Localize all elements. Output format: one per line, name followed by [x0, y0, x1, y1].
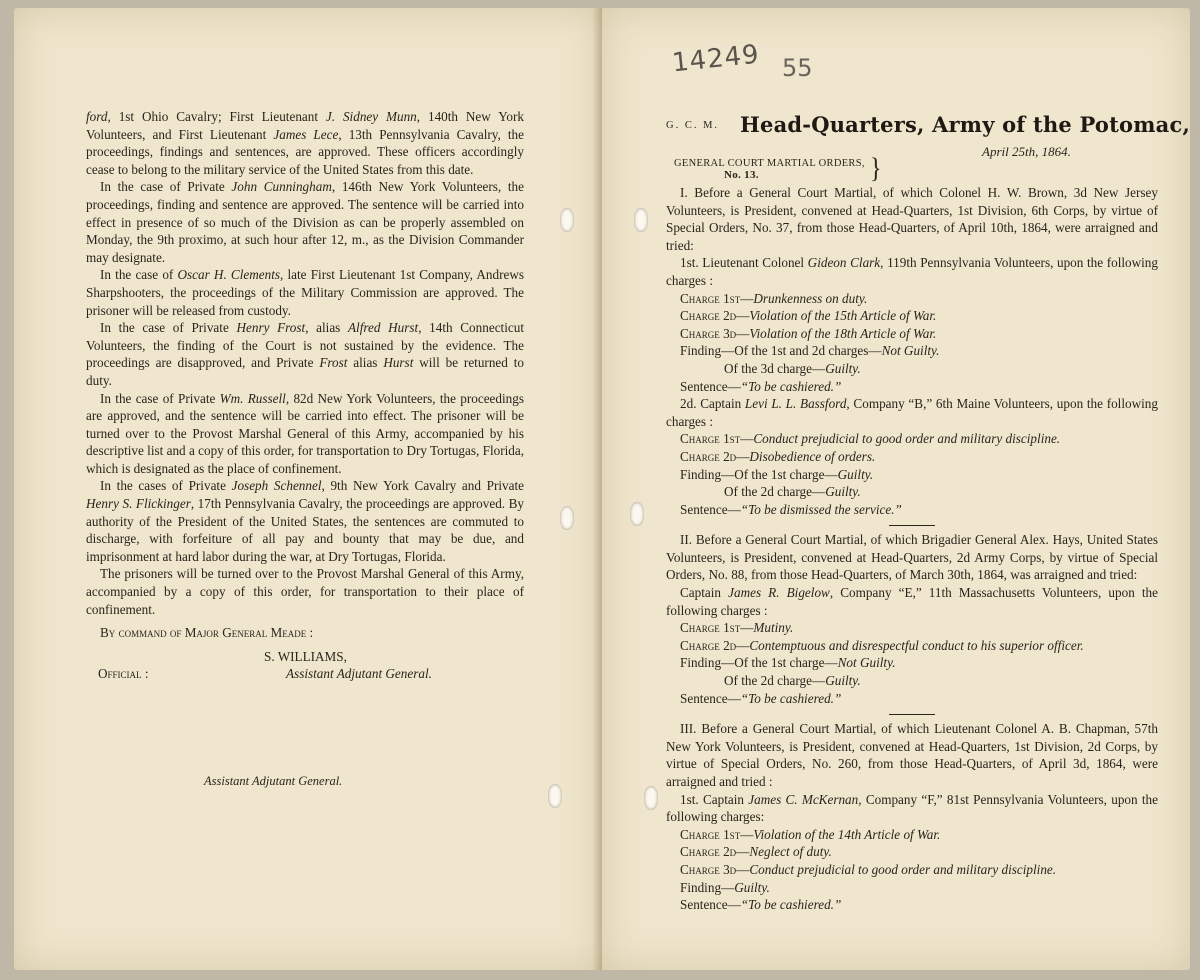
left-page-body	[86, 108, 524, 683]
order-line	[666, 672, 1158, 690]
order-line	[666, 448, 1158, 466]
text-run: Sentence—	[680, 378, 741, 394]
text-run: —	[736, 308, 750, 324]
order-line	[666, 637, 1158, 655]
left-paragraphs	[86, 108, 524, 618]
gcm-label: G. C. M.	[666, 120, 720, 131]
italic-text: Henry Frost	[236, 320, 306, 336]
binding-hole	[630, 502, 644, 526]
charge-label: Charge 1st	[680, 431, 741, 447]
text-run: Sentence—	[680, 690, 741, 706]
text-run: Of the 3d charge—	[724, 360, 826, 376]
charge-label: Charge 3d	[680, 861, 737, 877]
text-run: In the case of Private	[100, 390, 220, 406]
text-run: , 82d New York Volunteers, the proceedings are approved, and the sentence will be carried into effect. The prisoner will be turned over to the Provost Marshal General of this Army, accompanied by his descriptive list and a copy of this order, for transportation to Dry Tortugas, Florida, which is designated as the place of confinement.	[86, 390, 524, 476]
order-line	[666, 307, 1158, 325]
text-run: —	[736, 325, 750, 341]
order-line	[666, 483, 1158, 501]
order-line	[666, 861, 1158, 879]
official-label: Official :	[98, 666, 149, 681]
text-run: —	[740, 826, 754, 842]
text-run: —	[736, 448, 750, 464]
order-line	[666, 826, 1158, 844]
text-run: alias	[347, 355, 384, 371]
italic-text: Joseph Schennel	[231, 478, 322, 494]
text-run: —	[740, 290, 754, 306]
order-line	[666, 360, 1158, 378]
text-run: —	[740, 431, 754, 447]
brace-icon: }	[870, 153, 882, 185]
text-run: —	[740, 620, 754, 636]
italic-text: Disobedience of orders.	[749, 448, 876, 464]
text-run: , 14th Connecticut Volunteers, the finding of the Court is not sustained by the evidence. The proceedings are disapproved, and Private	[86, 320, 524, 371]
order-title	[674, 158, 865, 181]
order-number: No. 13.	[724, 169, 759, 181]
page-heading: Head-Quarters, Army of the Potomac,	[740, 112, 1190, 137]
binding-hole	[644, 786, 658, 810]
text-run: Of the 2d charge—	[724, 673, 826, 689]
italic-text: Neglect of duty.	[749, 844, 832, 860]
charge-label: Charge 3d	[680, 325, 737, 341]
italic-text: “To be cashiered.”	[740, 378, 842, 394]
text-run: , 119th Pennsylvania Volunteers, upon the following charges :	[666, 255, 1158, 288]
text-run: II. Before a General Court Martial, of which Brigadier General Alex. Hays, United States Volunteers, is President, convened at Head-Quarters, 2d Army Corps, by virtue of Special Orders, No. 88, from those Head-Quarters, of March 30th, 1864, was arraigned and tried:	[666, 532, 1158, 583]
text-run: Sentence—	[680, 897, 741, 913]
text-run: In the cases of Private	[100, 478, 232, 494]
italic-text: “To be dismissed the service.”	[740, 501, 902, 517]
text-run: , 9th New York Cavalry and Private	[321, 478, 524, 494]
order-line	[666, 430, 1158, 448]
text-run: , 1st Ohio Cavalry; First Lieutenant	[107, 109, 326, 124]
italic-text: Levi L. L. Bassford	[744, 396, 847, 412]
left-paragraph	[86, 108, 524, 178]
charge-label: Charge 2d	[680, 308, 737, 324]
italic-text: James R. Bigelow	[728, 585, 830, 601]
right-lines	[666, 184, 1158, 914]
order-line	[666, 879, 1158, 897]
italic-text: Conduct prejudicial to good order and military discipline.	[749, 861, 1057, 877]
right-page	[602, 8, 1190, 970]
text-run: 1st. Captain	[680, 791, 749, 807]
text-run: —	[736, 844, 750, 860]
charge-label: Charge 1st	[680, 826, 741, 842]
italic-text: “To be cashiered.”	[740, 897, 842, 913]
order-line	[666, 290, 1158, 308]
text-run: Finding—Of the 1st and 2d charges—	[680, 343, 882, 359]
bottom-title: Assistant Adjutant General.	[204, 774, 343, 788]
italic-text: Violation of the 14th Article of War.	[753, 826, 941, 842]
order-line	[666, 342, 1158, 360]
charge-label: Charge 2d	[680, 844, 737, 860]
order-line	[666, 791, 1158, 826]
left-paragraph	[86, 266, 524, 319]
handwritten-number: 14249	[670, 39, 762, 79]
text-run: —	[736, 637, 750, 653]
command-line	[86, 624, 524, 642]
command-line-text: By command of Major General Meade :	[100, 625, 314, 641]
order-line	[666, 896, 1158, 914]
italic-text: Guilty.	[837, 466, 874, 482]
left-paragraph	[86, 390, 524, 478]
italic-text: ford	[86, 109, 108, 124]
text-run: The prisoners will be turned over to the Provost Marshal General of this Army, accompanied by a copy of this order, for transportation to their place of confinement.	[86, 566, 524, 617]
order-line	[666, 254, 1158, 289]
italic-text: Not Guilty.	[837, 655, 896, 671]
text-run: Finding—Of the 1st charge—	[680, 466, 838, 482]
italic-text: Violation of the 18th Article of War.	[749, 325, 937, 341]
signer-name: S. WILLIAMS,	[264, 648, 347, 664]
charge-label: Charge 1st	[680, 290, 741, 306]
charge-label: Charge 2d	[680, 637, 737, 653]
text-run: In the case of Private	[100, 320, 237, 336]
text-run: In the case of	[100, 267, 178, 283]
order-line	[666, 531, 1158, 584]
order-line	[666, 378, 1158, 396]
right-page-body	[666, 184, 1158, 914]
order-line	[666, 501, 1158, 519]
italic-text: Hurst	[383, 355, 414, 371]
italic-text: Henry S. Flickinger	[86, 496, 191, 512]
italic-text: Gideon Clark	[807, 255, 881, 271]
italic-text: Guilty.	[825, 673, 861, 689]
text-run: —	[736, 861, 750, 877]
text-run: , 146th New York Volunteers, the proceedings, finding and sentence are approved. The sentence will be carried into effect in presence of so much of the Division as can be properly assembled on Monday, the 9th proximo, at such hour after 12, m., as the Division Commander may designate.	[86, 179, 524, 265]
text-run: Of the 2d charge—	[724, 484, 826, 500]
order-line	[666, 395, 1158, 430]
left-paragraph	[86, 319, 524, 389]
text-run: Finding—	[680, 879, 735, 895]
section-divider	[889, 525, 935, 526]
binding-hole	[560, 208, 574, 232]
order-line	[666, 619, 1158, 637]
italic-text: Violation of the 15th Article of War.	[749, 308, 937, 324]
italic-text: Guilty.	[825, 360, 861, 376]
order-line	[666, 720, 1158, 790]
order-line	[666, 690, 1158, 708]
left-paragraph	[86, 565, 524, 618]
italic-text: Frost	[319, 355, 348, 371]
text-run: , 13th Pennsylvania Cavalry, the proceedings, findings and sentences, are approved. These officers accordingly cease to belong to the military service of the United States from this date.	[86, 126, 524, 177]
left-paragraph	[86, 477, 524, 565]
binding-hole	[560, 506, 574, 530]
order-line	[666, 584, 1158, 619]
text-run: Captain	[680, 585, 729, 601]
order-title-text: GENERAL COURT MARTIAL ORDERS,	[674, 158, 865, 169]
signer-title: Assistant Adjutant General.	[286, 666, 432, 682]
text-run: Finding—Of the 1st charge—	[680, 655, 838, 671]
text-run: , Company “E,” 11th Massachusetts Volunteers, upon the following charges :	[666, 585, 1159, 618]
italic-text: Contemptuous and disrespectful conduct to his superior officer.	[749, 637, 1084, 653]
text-run: In the case of Private	[100, 179, 232, 195]
text-run: , alias	[305, 320, 348, 336]
text-run: I. Before a General Court Martial, of which Colonel H. W. Brown, 3d New Jersey Volunteers, is President, convened at Head-Quarters, 1st Division, 6th Corps, by virtue of Special Orders, No. 37, from those Head-Quarters, of April 10th, 1864, were arraigned and tried:	[666, 185, 1158, 253]
italic-text: Oscar H. Clements	[177, 267, 280, 283]
handwritten-extra: 55	[782, 54, 813, 82]
order-line	[666, 654, 1158, 672]
text-run: will be returned to duty.	[86, 355, 524, 388]
text-run: 1st. Lieutenant Colonel	[680, 255, 808, 271]
italic-text: James C. McKernan	[748, 791, 859, 807]
italic-text: J. Sidney Munn	[325, 109, 417, 124]
binding-hole	[548, 784, 562, 808]
left-page	[14, 8, 602, 970]
italic-text: John Cunningham	[231, 179, 332, 195]
charge-label: Charge 2d	[680, 448, 737, 464]
order-line	[666, 184, 1158, 254]
italic-text: Guilty.	[825, 484, 861, 500]
italic-text: Not Guilty.	[881, 343, 940, 359]
text-run: III. Before a General Court Martial, of which Lieutenant Colonel A. B. Chapman, 57th New York Volunteers, is President, convened at Head-Quarters, 1st Division, 2d Corps, by virtue of Special Orders, No. 260, from those Head-Quarters, of April 3d, 1864, were arraigned and tried :	[666, 721, 1158, 789]
text-run: , 140th New York Volunteers, and First Lieutenant	[86, 109, 524, 142]
order-line	[666, 466, 1158, 484]
text-run: 2d. Captain	[680, 396, 745, 412]
charge-label: Charge 1st	[680, 620, 741, 636]
order-line	[666, 325, 1158, 343]
text-run: , Company “F,” 81st Pennsylvania Volunteers, upon the following charges:	[666, 791, 1159, 825]
text-run: , late First Lieutenant 1st Company, Andrews Sharpshooters, the proceedings of the Military Commission are approved. The prisoner will be released from custody.	[86, 267, 524, 318]
italic-text: Conduct prejudicial to good order and military discipline.	[753, 431, 1061, 447]
italic-text: “To be cashiered.”	[740, 690, 842, 706]
order-date: April 25th, 1864.	[982, 144, 1071, 159]
italic-text: James Lece	[273, 126, 339, 142]
italic-text: Guilty.	[734, 879, 770, 895]
italic-text: Alfred Hurst	[348, 320, 419, 336]
italic-text: Drunkenness on duty.	[753, 290, 868, 306]
text-run: , Company “B,” 6th Maine Volunteers, upon the following charges :	[666, 396, 1158, 429]
text-run: Sentence—	[680, 501, 741, 517]
order-line	[666, 843, 1158, 861]
text-run: , 17th Pennsylvania Cavalry, the proceedings are approved. By authority of the President of the United States, the sentences are commuted to discharge, with forfeiture of all pay and bounty that may be due, and imprisonment at hard labor during the war, at Dry Tortugas, Florida.	[86, 496, 524, 564]
section-divider	[889, 714, 935, 715]
italic-text: Mutiny.	[753, 620, 794, 636]
left-paragraph	[86, 178, 524, 266]
binding-hole	[634, 208, 648, 232]
italic-text: Wm. Russell	[219, 390, 286, 406]
